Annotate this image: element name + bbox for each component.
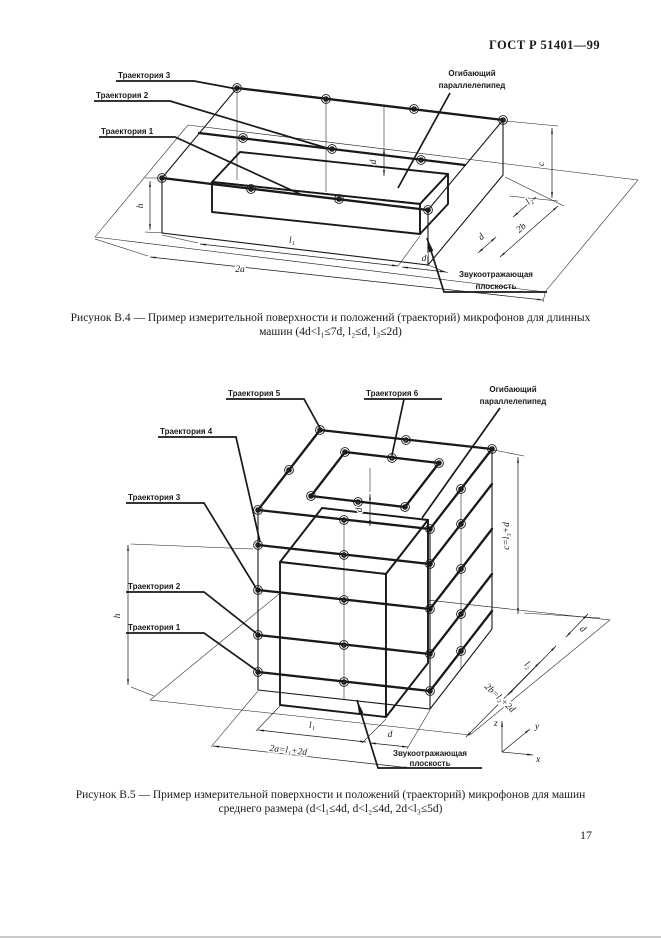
figure-b5-caption-line2: среднего размера (d<l₁≤4d, d<l₂≤4d, 2d<l₃≤5d) [218,803,443,815]
figure-b5-caption-line1: Рисунок В.5 — Пример измерительной поверхности и положений (траекторий) микрофонов для машин [75,789,586,801]
figure-b5 [113,385,610,768]
dim-2b-label: 2b=l₂+2d [482,682,517,716]
envelope-label-line1: Огибающий [489,385,537,394]
page-number: 17 [580,828,592,842]
dim-l1-label: l₁ [289,236,295,246]
dim-d-top-label: d [355,507,365,513]
dim-d-mid-label: d [369,159,379,165]
dim-d-br-label: d [476,232,487,243]
trajectory-3-path [237,88,503,120]
trajectory-3-label: Траектория 3 [118,71,171,80]
envelope-label-line2: параллелепипед [438,81,506,90]
reflecting-plane-label-line1: Звукоотражающая [459,270,533,279]
trajectory-5-label: Траектория 5 [228,389,281,398]
dim-c-label: c [537,161,547,167]
document-header: ГОСТ Р 51401—99 [488,38,600,52]
envelope-label-line1: Огибающий [448,69,496,78]
trajectory-4-label: Траектория 4 [160,427,213,436]
envelope-parallelepiped-b4 [212,152,448,234]
figure-b4-caption-line1: Рисунок В.4 — Пример измерительной поверхности и положений (траекторий) микрофонов для длинных [70,312,591,324]
trajectory-2-label: Траектория 2 [96,91,149,100]
axis-z-label: z [494,719,498,729]
dim-d-bl-label: d [421,254,427,264]
trajectory-6-path [311,452,439,507]
reflecting-plane-label-line1: Звукоотражающая [393,749,467,758]
figure-b4-caption-line2: машин (4d<l₁≤7d, l₂≤d, l₃≤2d) [259,326,402,338]
dim-l1-label: l₁ [309,721,315,731]
figure-b4 [94,69,638,302]
reflecting-plane-label-line2: плоскость [475,282,517,291]
envelope-label-line2: параллелепипед [479,397,547,406]
dim-2a-label: 2a [235,265,245,275]
coordinate-axes [493,719,541,765]
dim-d-bl-label: d [387,730,393,740]
dim-l2-label: l₂ [521,659,533,672]
trajectory-3-label: Траектория 3 [128,493,181,502]
reflecting-plane-label-line2: плоскость [409,759,451,768]
trajectory-2-label: Траектория 2 [128,582,181,591]
dim-2a-label: 2a=l₁+2d [268,743,308,759]
axis-y-label: y [535,722,540,732]
axis-x-label: x [536,755,541,765]
trajectory-1-label: Траектория 1 [128,623,181,632]
dim-h-label: h [136,203,146,209]
dim-l2-label: l₂ [524,195,536,208]
dim-c-label: c=l₃+d [502,522,512,550]
envelope-parallelepiped-b5 [280,508,428,717]
trajectory-6-label: Траектория 6 [366,389,419,398]
dim-d-br-label: d [577,624,588,635]
dim-h-label: h [113,613,123,619]
dim-2b-label: 2b [514,221,529,236]
trajectory-1-label: Траектория 1 [101,127,154,136]
